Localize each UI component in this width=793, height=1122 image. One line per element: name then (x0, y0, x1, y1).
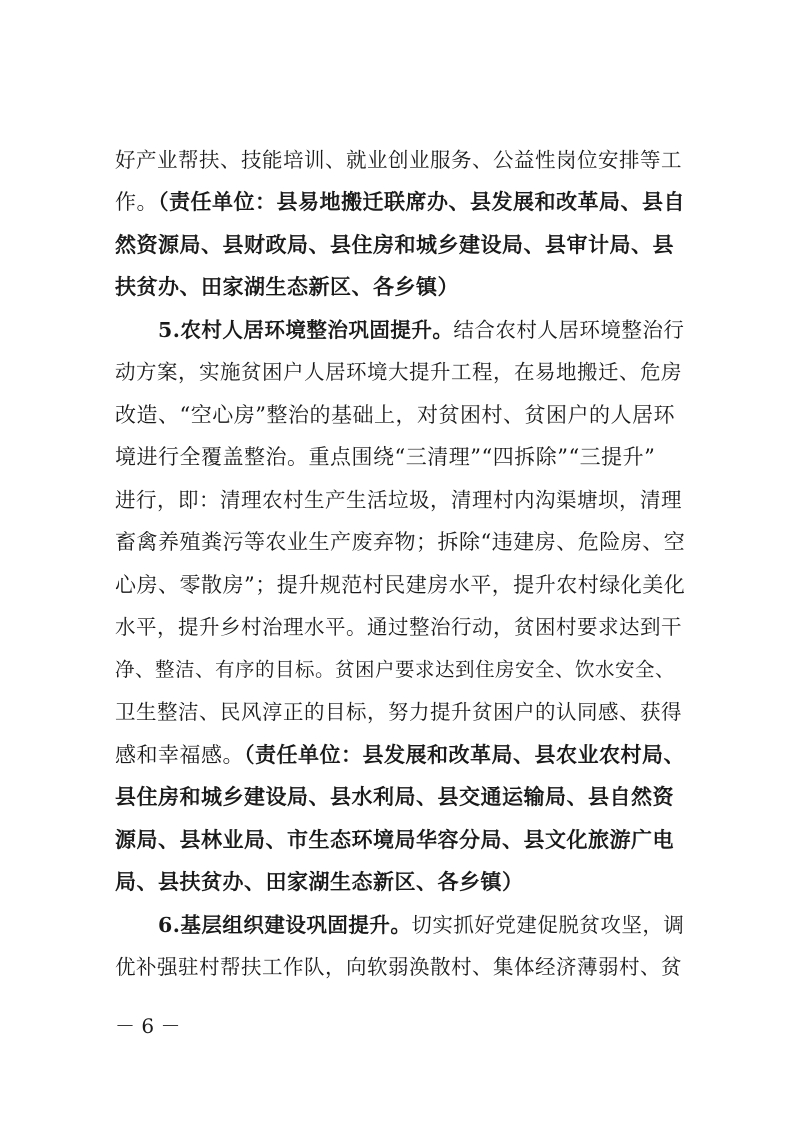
line-14 (115, 692, 685, 732)
line-5 (158, 310, 685, 350)
line-17 (115, 820, 685, 860)
line-7 (115, 395, 685, 435)
responsibility-text: （责任单位：县发展和改革局、县农业农村局、 (244, 742, 685, 767)
text-run: 结合农村人居环境整治行 (453, 318, 685, 342)
responsibility-text: （责任单位：县易地搬迁联席办、县发展和改革局、县自 (158, 189, 685, 214)
responsibility-text: 局、县扶贫办、田家湖生态新区、各乡镇） (115, 869, 524, 894)
text-run: 感和幸福感。 (115, 743, 244, 767)
line-4 (115, 267, 685, 307)
text-run: 动方案，实施贫困户人居环境大提升工程，在易地搬迁、危房 (115, 360, 682, 384)
text-run: 优补强驻村帮扶工作队，向软弱涣散村、集体经济薄弱村、贫 (115, 955, 682, 979)
line-9 (115, 480, 685, 520)
text-run: 水平，提升乡村治理水平。通过整治行动，贫困村要求达到干 (115, 615, 682, 639)
text-run: 畜禽养殖粪污等农业生产废弃物；拆除“违建房、危险房、空 (115, 530, 685, 554)
line-12 (115, 607, 685, 647)
line-8 (115, 437, 685, 477)
text-run: 改造、“空心房”整治的基础上，对贫困村、贫困户的人居环 (115, 403, 675, 427)
text-run: 境进行全覆盖整治。重点围绕“三清理”“四拆除”“三提升” (115, 445, 656, 469)
line-1 (115, 140, 685, 180)
line-2 (115, 182, 685, 222)
text-run: 好产业帮扶、技能培训、就业创业服务、公益性岗位安排等工 (115, 148, 682, 172)
line-13 (115, 650, 685, 690)
text-run: 卫生整洁、民风淳正的目标，努力提升贫困户的认同感、获得 (115, 700, 682, 724)
text-run: 进行，即：清理农村生产生活垃圾，清理村内沟渠塘坝，清理 (115, 488, 682, 512)
line-10 (115, 522, 685, 562)
responsibility-text: 然资源局、县财政局、县住房和城乡建设局、县审计局、县 (115, 232, 674, 257)
line-18 (115, 862, 685, 902)
line-3 (115, 225, 685, 265)
responsibility-text: 扶贫办、田家湖生态新区、各乡镇） (115, 274, 459, 299)
text-run: 净、整洁、有序的目标。贫困户要求达到住房安全、饮水安全、 (115, 658, 676, 681)
line-20 (115, 947, 685, 987)
section-heading: 6.基层组织建设巩固提升。 (158, 913, 412, 937)
line-6 (115, 352, 685, 392)
text-run: 切实抓好党建促脱贫攻坚，调 (411, 913, 685, 937)
responsibility-text: 源局、县林业局、市生态环境局华容分局、县文化旅游广电 (115, 827, 674, 852)
responsibility-text: 县住房和城乡建设局、县水利局、县交通运输局、县自然资 (115, 784, 674, 809)
line-11 (115, 565, 685, 605)
text-run: 作。 (115, 190, 158, 214)
line-16 (115, 777, 685, 817)
line-15 (115, 735, 685, 775)
text-run: 心房、零散房”；提升规范村民建房水平，提升农村绿化美化 (115, 573, 685, 597)
section-heading: 5.农村人居环境整治巩固提升。 (158, 318, 454, 342)
line-19 (158, 905, 685, 945)
page-number: － 6 － (115, 1014, 181, 1038)
